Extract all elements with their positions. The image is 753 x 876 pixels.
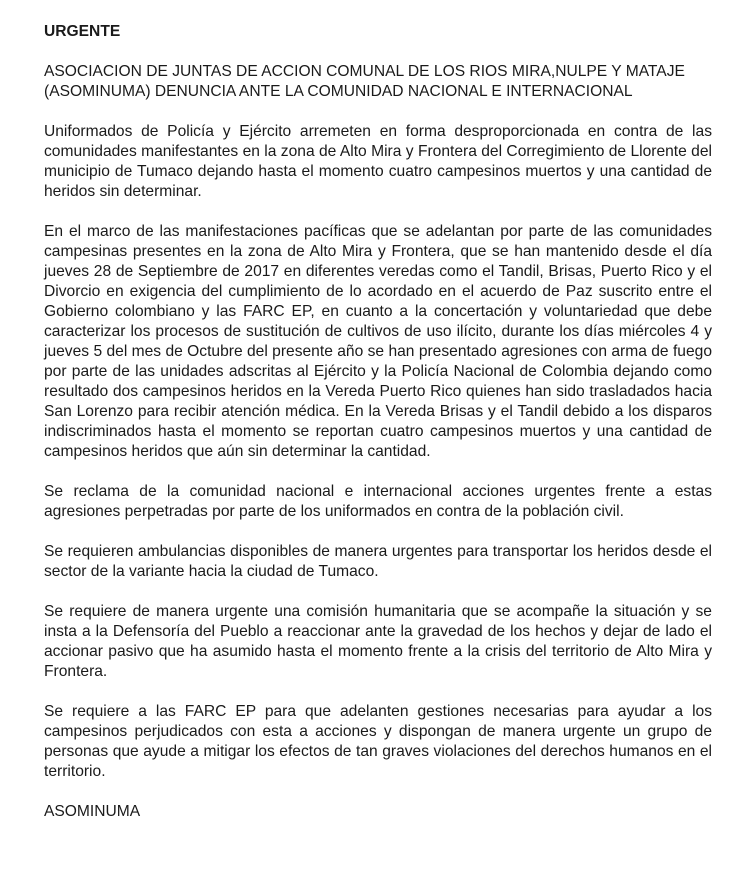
paragraph-6: Se requiere a las FARC EP para que adelanten gestiones necesarias para ayudar a los campesinos perjudicados con esta a acciones y dispongan de manera urgente un grupo de personas que ayude a mitigar los efectos de tan graves violaciones del derechos humanos en el territorio.	[44, 703, 712, 780]
header-line-2: (ASOMINUMA) DENUNCIA ANTE LA COMUNIDAD NACIONAL E INTERNACIONAL	[44, 83, 633, 100]
paragraph-1: Uniformados de Policía y Ejército arremeten en forma desproporcionada en contra de las comunidades manifestantes en la zona de Alto Mira y Frontera del Corregimiento de Llorente del municipio de Tumaco dejando hasta el momento cuatro campesinos muertos y una cantidad de heridos sin determinar.	[44, 123, 712, 200]
paragraph-2: En el marco de las manifestaciones pacíficas que se adelantan por parte de las comunidades campesinas presentes en la zona de Alto Mira y Frontera, que se han mantenido desde el día jueves 28 de Septiembre de 2017 en diferentes veredas como el Tandil, Brisas, Puerto Rico y el Divorcio en exigencia del cumplimiento de lo acordado en el acuerdo de Paz suscrito entre el Gobierno colombiano y las FARC EP, en cuanto a la concertación y voluntariedad que debe caracterizar los procesos de sustitución de cultivos de uso ilícito, durante los días miércoles 4 y jueves 5 del mes de Octubre del presente año se han presentado agresiones con arma de fuego por parte de las unidades adscritas al Ejército y la Policía Nacional de Colombia dejando como resultado dos campesinos heridos en la Vereda Puerto Rico quienes han sido trasladados hacia San Lorenzo para recibir atención médica. En la Vereda Brisas y el Tandil debido a los disparos indiscriminados hasta el momento se reportan cuatro campesinos muertos y una cantidad de campesinos heridos que aún sin determinar la cantidad.	[44, 223, 712, 460]
paragraph-5: Se requiere de manera urgente una comisión humanitaria que se acompañe la situación y se insta a la Defensoría del Pueblo a reaccionar ante la gravedad de los hechos y dejar de lado el accionar pasivo que ha asumido hasta el momento frente a la crisis del territorio de Alto Mira y Frontera.	[44, 603, 712, 680]
document-page	[44, 22, 712, 822]
paragraph-4: Se requieren ambulancias disponibles de manera urgentes para transportar los heridos desde el sector de la variante hacia la ciudad de Tumaco.	[44, 543, 712, 580]
document-title: URGENTE	[44, 23, 121, 40]
header-block	[44, 62, 712, 102]
paragraph-3: Se reclama de la comunidad nacional e internacional acciones urgentes frente a estas agresiones perpetradas por parte de los uniformados en contra de la población civil.	[44, 483, 712, 520]
signature: ASOMINUMA	[44, 803, 141, 820]
header-line-1: ASOCIACION DE JUNTAS DE ACCION COMUNAL DE LOS RIOS MIRA,NULPE Y MATAJE	[44, 63, 685, 80]
